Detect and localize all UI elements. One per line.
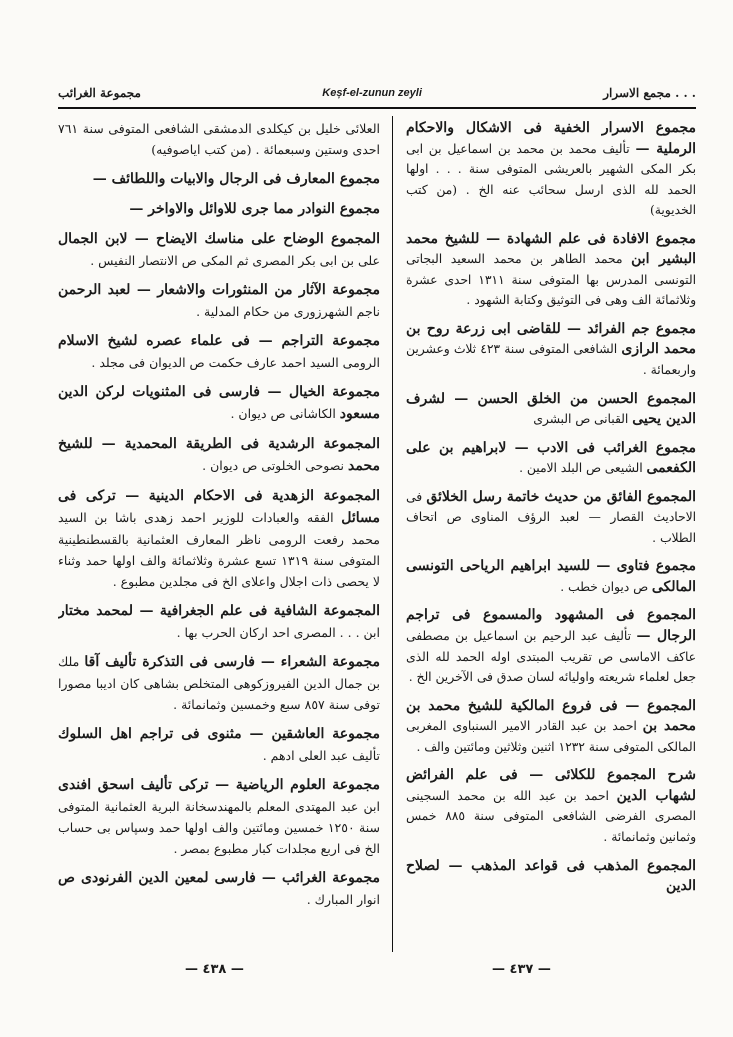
entry (58, 118, 380, 160)
running-header (58, 80, 696, 106)
right-column (406, 118, 696, 953)
entry (58, 651, 380, 715)
entry (406, 229, 696, 311)
entry-title: مجموعة الخيال — فارسى فى المثنويات لركن الدين مسعود (58, 384, 380, 422)
entry (58, 279, 380, 322)
entry-body: ابن عبد المهتدى المعلم بالمهندسخانة البرية العثمانية المتوفى سنة ١٢٥٠ خمسين ومائتين والف اولها حمد وسپاس بى حساب الخ فى اربع مجلدات كبار مطبوع بمصر . (58, 799, 380, 856)
entry-body: احمد بن عبد الله بن محمد السجينى المصرى الفرضى الشافعى المتوفى سنة ٨٨٥ خمس وثمانين وثمانمائة . (406, 788, 696, 844)
entry-body: انوار المبارك . (306, 892, 380, 907)
entry (406, 696, 696, 758)
entry-title: مجموعة الآثار من المنثورات والاشعار — لعبد الرحمن (58, 282, 380, 298)
left-column (58, 118, 380, 953)
entry (406, 319, 696, 381)
entry (58, 381, 380, 425)
entry-body: على بن ابى بكر المصرى ثم المكى ص الانتصار النفيس . (90, 253, 380, 268)
page-number-left: — ٤٣٨ — (185, 962, 244, 977)
entry (406, 438, 696, 479)
entry-body: الشيعى ص البلد الامين . (519, 461, 643, 476)
entry (406, 118, 696, 221)
entry-body: الشافعى المتوفى سنة ٤٢٣ ثلاث وعشرين واربعمائة . (406, 342, 696, 378)
entry-body: ملك بن جمال الدين الفيروزكوهى المتخلص بشاهى كان اديبا مصورا توفى سنة ٨٥٧ سبع وخمسين وثمانمائة . (58, 654, 380, 712)
entry-title: شرح المجموع للكلائى — فى علم الفرائض لشهاب الدين (406, 767, 696, 804)
entry-body: القبانى ص البشرى (533, 412, 629, 427)
entry-title: مجموعة العلوم الرياضية — تركى تأليف اسحق افندى (58, 777, 380, 793)
entry (406, 765, 696, 847)
entry-title: مجموع جم الفرائد — للقاضى ابى زرعة روح بن محمد الرازى (406, 320, 696, 358)
entry (58, 723, 380, 766)
entry-title: المجموع الفائق من حديث خاتمة رسل الخلائق (426, 488, 696, 505)
entry-body: الفقه والعبادات للوزير احمد زهدى باشا بن السيد محمد رفعت الرومى ناظر المعارف العثمانية بالقسطنطينية المتوفى سنة ١٣١٩ تسع عشرة وثلاثمائة والف اولها حمد وثناء لا يحصى ذات اجلال واعلاى الخ فى مجلدين مطبوع . (58, 510, 380, 589)
entry-title: مجموع المعارف فى الرجال والابيات واللطائف — (92, 171, 380, 187)
entry-title: مجموعة الشعراء — فارسى فى التذكرة تأليف آقا (84, 654, 380, 670)
entry (58, 330, 380, 373)
entry-title: مجموع النوادر مما جرى للاوائل والاواخر — (129, 201, 380, 217)
entry (58, 600, 380, 643)
entry-body: تأليف محمد بن محمد بن اسماعيل بن ابى بكر المكى الشهير بالعريشى المتوفى سنة . . . اولها الحمد لله الذى ارسل سحائب عنه الخ . (من كتب الخديوية) (406, 141, 696, 218)
entry (58, 485, 380, 592)
entry (406, 556, 696, 597)
entry (58, 168, 380, 190)
header-center: Keșf-el-zunun zeyli (322, 87, 422, 99)
entry-title: المجموعة الزهدية فى الاحكام الدينية — تركى فى مسائل (58, 488, 380, 526)
entry (58, 867, 380, 910)
entry-title: مجموع الاسرار الخفية فى الاشكال والاحكام الرملية — (406, 120, 696, 157)
entry-body: تأليف عبد الرحيم بن اسماعيل بن مصطفى عاكف الاماسى ص تقريب المبتدى اوله الحمد لله الذى جعل لعلماء شريعته واوليائه لسان صدق فى الآخرين الخ . (406, 629, 696, 685)
entry (406, 389, 696, 430)
entry-body: الكاشانى ص ديوان . (230, 406, 336, 421)
entry-body: الرومى السيد احمد عارف حكمت ص الديوان فى مجلد . (91, 355, 380, 370)
header-rule (58, 107, 696, 109)
entry-body: احمد بن عبد القادر الامير السنباوى المغربى المالكى المتوفى سنة ١٢٣٢ اثنين وثلاثين ومائتين والف . (406, 719, 696, 754)
entry-title: مجموعة الغرائب — فارسى لمعين الدين الفرنودى ص (58, 870, 380, 886)
entry-body: العلائى خليل بن كيكلدى الدمشقى الشافعى المتوفى سنة ٧٦١ احدى وستين وسبعمائة . (من كتب اياصوفيه) (58, 121, 380, 157)
entry-body: محمد الطاهر بن محمد السعيد البجاتى التونسى المدرس بها المتوفى سنة ١٣١١ احدى عشرة وثلاثمائة الف وهى فى التوثيق وكتابة الشهود . (406, 252, 696, 308)
entry-title: مجموعة التراجم — فى علماء عصره لشيخ الاسلام (58, 333, 380, 349)
entry-title: المجموع الوضاح على مناسك الايضاح — لابن الجمال (58, 231, 380, 247)
entry (58, 228, 380, 271)
page-number-right: — ٤٣٧ — (492, 962, 551, 977)
entry-body: ص ديوان خطب . (560, 579, 648, 594)
header-left: مجموعة الغرائب (58, 86, 141, 100)
entry-body: ناجم الشهرزورى من حكام المدلية . (196, 304, 380, 319)
entry-title: المجموع — فى فروع المالكية للشيخ محمد بن محمد بن (406, 697, 696, 735)
entry (58, 774, 380, 859)
entry (406, 605, 696, 687)
entry-title: المجموع الحسن من الخلق الحسن — لشرف الدين يحيى (406, 390, 696, 428)
entry-title: المجموع فى المشهود والمسموع فى تراجم الرجال — (406, 607, 696, 645)
entry-title: المجموعة الشافية فى علم الجغرافية — لمحمد مختار (58, 603, 380, 619)
entry (406, 487, 696, 549)
entry-title: مجموعة العاشقين — مثنوى فى تراجم اهل السلوك (58, 726, 380, 742)
entry (406, 856, 696, 897)
entry-title: المجموعة الرشدية فى الطريقة المحمدية — للشيخ محمد (58, 436, 380, 474)
column-divider (392, 116, 393, 952)
header-right: مجمع الاسرار . . . (603, 86, 696, 100)
entry-title: مجموع الافادة فى علم الشهادة — للشيخ محمد البشير ابن (406, 230, 696, 268)
entry (58, 198, 380, 220)
entry-title: مجموع الغرائب فى الادب — لابراهيم بن على الكفعمى (406, 439, 696, 477)
entry-title: المجموع المذهب فى قواعد المذهب — لصلاح الدين (406, 857, 696, 895)
entry-title: مجموع فتاوى — للسيد ابراهيم الرياحى التونسى المالكى (406, 558, 696, 595)
entry-body: نصوحى الخلوتى ص ديوان . (202, 458, 345, 473)
entry-body: فى الاحاديث القصار — لعبد الرؤف المناوى ص اتحاف الطلاب . (406, 489, 696, 545)
entry (58, 433, 380, 477)
entry-body: ابن . . . المصرى احد اركان الحرب بها . (176, 625, 380, 640)
entry-body: تأليف عبد العلى ادهم . (262, 748, 380, 763)
